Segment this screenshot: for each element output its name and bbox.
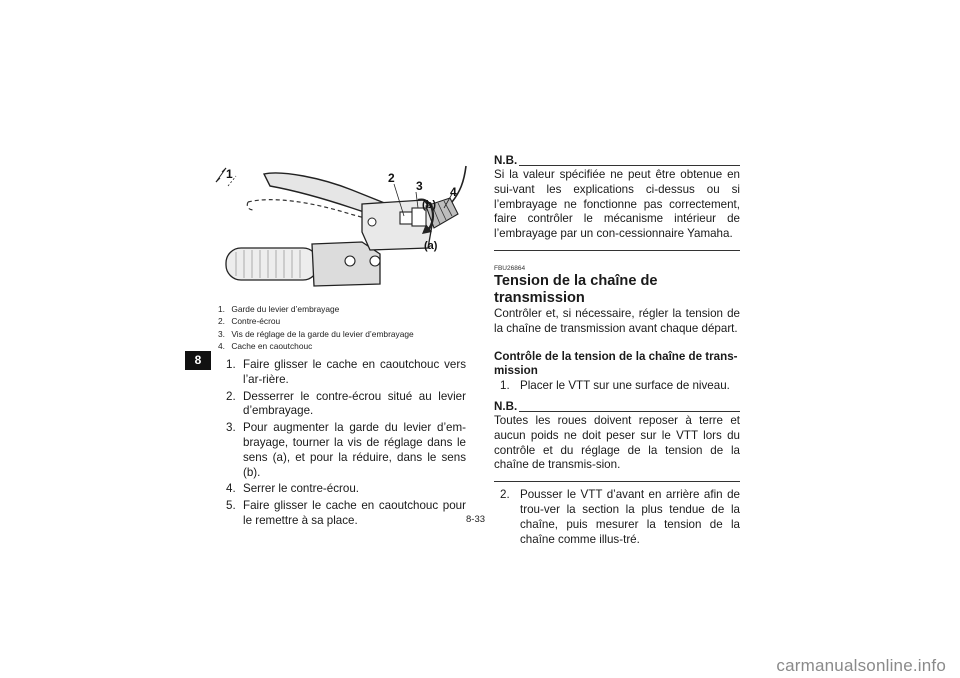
step-item: 2. Pousser le VTT d’avant en arrière afin de trou-ver la section la plus tendue de la chaîne, puis mesurer la tension de la chaîne comme illus-tré. — [500, 488, 740, 546]
note-divider — [494, 481, 740, 482]
page-number: 8-33 — [466, 514, 486, 525]
clutch-lever-figure — [212, 162, 467, 295]
watermark: carmanualsonline.info — [776, 656, 946, 675]
handlebar-grip — [226, 248, 318, 280]
callout-a: (a) — [424, 240, 438, 252]
step-item: 3. Pour augmenter la garde du levier d’em-brayage, tourner la vis de réglage dans le sens (a), et pour la réduire, dans le sens (b). — [226, 421, 466, 479]
chapter-tab: 8 — [185, 351, 211, 370]
legend-item: 3. Vis de réglage de la garde du levier d’embrayage — [218, 328, 414, 339]
clutch-lever-illustration — [212, 162, 467, 295]
note-divider — [494, 250, 740, 251]
adjustment-steps — [226, 358, 466, 531]
note-text: Si la valeur spécifiée ne peut être obtenue en sui-vant les explications ci-dessus ou si l’embrayage ne fonctionne pas correctement, faire contrôler le mécanisme intérieur de l’embrayage par un con-cessionnaire Yamaha. — [494, 168, 740, 241]
callout-3: 3 — [416, 179, 423, 193]
note-header: N.B. — [494, 400, 740, 414]
figure-legend — [218, 303, 468, 353]
check-steps — [494, 379, 740, 394]
callout-1: 1 — [226, 167, 233, 181]
subsection-heading: Contrôle de la tension de la chaîne de trans-mission — [494, 349, 738, 378]
legend-item: 2. Contre-écrou — [218, 316, 281, 327]
callout-2: 2 — [388, 171, 395, 185]
section-title: Tension de la chaîne de transmission — [494, 272, 658, 306]
step-item: 2. Desserrer le contre-écrou situé au levier d’embrayage. — [226, 389, 466, 418]
section-intro: Contrôler et, si nécessaire, régler la tension de la chaîne de transmission avant chaque départ. — [494, 306, 740, 335]
right-column — [494, 154, 740, 547]
legend-item: 1. Garde du levier d’embrayage — [218, 304, 340, 314]
reference-code: FBU26864 — [494, 264, 526, 272]
callout-b: (b) — [422, 199, 437, 211]
note-header: N.B. — [494, 154, 740, 168]
note-text: Toutes les roues doivent reposer à terre et aucun poids ne doit peser sur le VTT lors du contrôle et du réglage de la tension de la chaîne de transmis-sion. — [494, 413, 740, 472]
step-item: 5. Faire glisser le cache en caoutchouc pour le remettre à sa place. — [226, 499, 466, 527]
check-steps-continued — [494, 488, 740, 547]
step-item: 1. Faire glisser le cache en caoutchouc vers l’ar-rière. — [226, 358, 466, 386]
step-item: 1. Placer le VTT sur une surface de niveau. — [500, 379, 730, 393]
callout-4: 4 — [450, 185, 457, 199]
step-item: 4. Serrer le contre-écrou. — [226, 482, 359, 496]
legend-item: 4. Cache en caoutchouc — [218, 341, 313, 352]
